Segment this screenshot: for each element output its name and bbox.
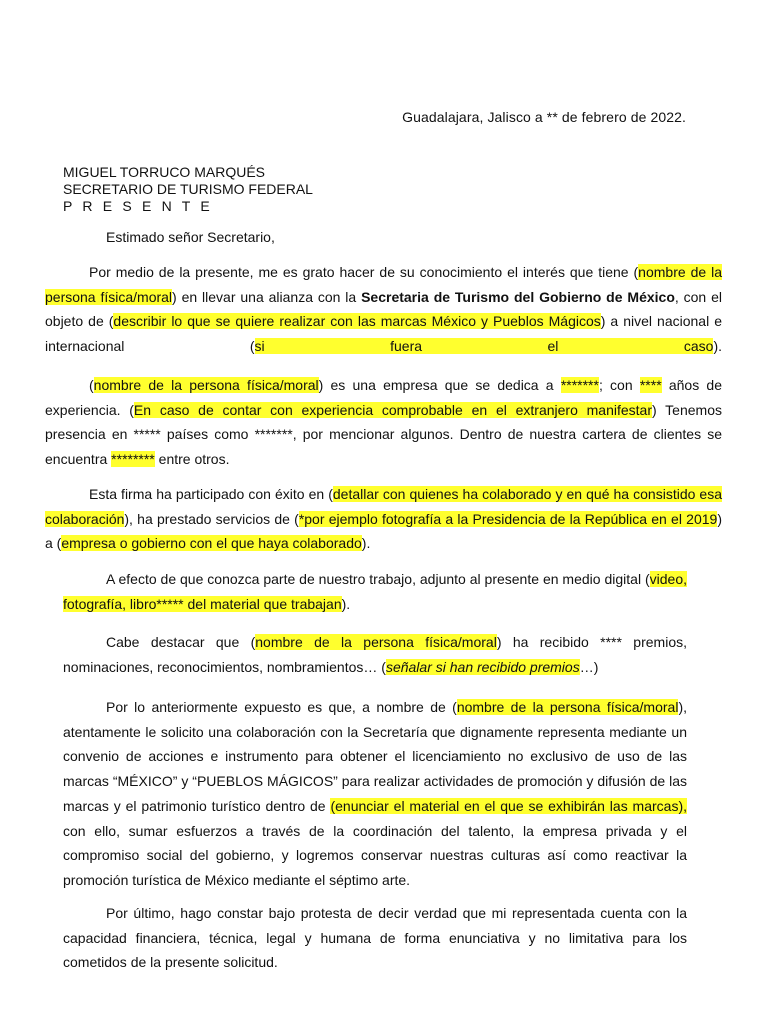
p2-highlight-years: **** [639,377,662,393]
p6-text-a: Por lo anteriormente expuesto es que, a nombre de ( [106,699,457,715]
p4-text-b: ). [341,595,351,612]
p5-text-b: ) ha recibido **** premios, nominaciones, reconocimientos, nombramientos… ( [63,634,687,675]
date-line: Guadalajara, Jalisco a ** de febrero de 2022. [402,109,686,125]
paragraph-awards [63,630,687,679]
p1-text-a: Por medio de la presente, me es grato hacer de su conocimiento el interés que tiene ( [89,264,639,280]
p2-text-b: ) es una empresa que se dedica a [318,377,561,393]
p3-text-a: Esta firma ha participado con éxito en ( [89,486,333,502]
p2-text-c: ; con [598,377,640,393]
p5-text-a: Cabe destacar que ( [106,634,256,650]
p3-highlight-ejemplo: *por ejemplo fotografía a la Presidencia de la República en el 2019 [298,510,718,527]
p5-highlight-persona: nombre de la persona física/moral [255,634,497,650]
p4-text-a: A efecto de que conozca parte de nuestro trabajo, adjunto al presente en medio digital ( [106,571,650,587]
p5-highlight-premios: señalar si han recibido premios [385,658,580,675]
p2-text-a: ( [89,377,94,393]
p1-highlight-persona: nombre de la persona física/moral [45,264,722,305]
paragraph-company [45,373,722,472]
p3-text-c: ) a ( [45,510,722,552]
p1-highlight-caso: si fuera el caso [254,338,714,355]
salutation: Estimado señor Secretario, [106,229,275,245]
paragraph-interest [45,260,722,359]
p1-bold-secretaria: Secretaria de Turismo del Gobierno de México [361,288,675,305]
paragraph-request [63,695,687,893]
p3-text-d: ). [361,535,371,552]
p1-highlight-describir: describir lo que se quiere realizar con las marcas México y Pueblos Mágicos [113,313,601,330]
p1-text-c: , con el objeto de ( [45,288,722,330]
p2-text-e: ) Tenemos presencia en ***** países como *******, por mencionar algunos. Dentro de nuestra cartera de clientes se encuentra [45,401,722,468]
p3-highlight-empresa: empresa o gobierno con el que haya colaborado [61,535,362,552]
p6-highlight-persona: nombre de la persona física/moral [456,699,679,715]
p6-text-b: ), atentamente le solicito una colaboración con la Secretaría que dignamente representa mediante un convenio de acciones e instrumento para obtener el licenciamiento no exclusivo de uso de las marcas “MÉXICO” y “PUEBLOS MÁGICOS” para realizar actividades de promoción y difusión de las marcas y el patrimonio turístico dentro de [63,699,687,814]
p1-text-b: ) en llevar una alianza con la [172,288,362,305]
p3-highlight-detallar: detallar con quienes ha colaborado y en qué ha consistido esa colaboración [45,486,723,527]
p6-text-c: con ello, sumar esfuerzos a través de la coordinación del talento, la empresa privada y el compromiso social del gobierno, y logremos conservar nuestras culturas así como reactivar la promoción turística de México mediante el séptimo arte. [63,822,687,888]
p2-highlight-persona: nombre de la persona física/moral [93,377,319,393]
p2-highlight-experience: En caso de contar con experiencia comprobable en el extranjero manifestar [133,401,652,418]
paragraph-experience [45,482,722,556]
p7-text: Por último, hago constar bajo protesta de decir verdad que mi representada cuenta con la capacidad financiera, técnica, legal y humana de forma enunciativa y no limitativa para los cometidos de la presente solicitud. [63,905,687,971]
p2-highlight-clients: ******** [111,451,155,468]
p6-highlight-material: (enunciar el material en el que se exhibirán las marcas), [330,797,687,814]
addressee-name: MIGUEL TORRUCO MARQUÉS [63,164,265,180]
addressee-block [63,164,313,215]
paragraph-attachment [63,567,687,616]
addressee-presente: P R E S E N T E [63,198,213,214]
p2-highlight-sector: ******* [560,377,599,393]
paragraph-closing [63,901,687,975]
p5-text-c: …) [579,658,599,675]
p2-text-f: entre otros. [154,451,230,468]
p2-text-d: años de experiencia. ( [45,377,722,418]
addressee-title: SECRETARIO DE TURISMO FEDERAL [63,181,313,197]
p1-text-d: ) a nivel nacional e internacional ( [45,313,722,355]
p1-text-e: ). [713,338,722,355]
p3-text-b: ), ha prestado servicios de ( [124,510,299,527]
p4-highlight-material: video, fotografía, libro***** del material que trabajan [63,571,687,612]
